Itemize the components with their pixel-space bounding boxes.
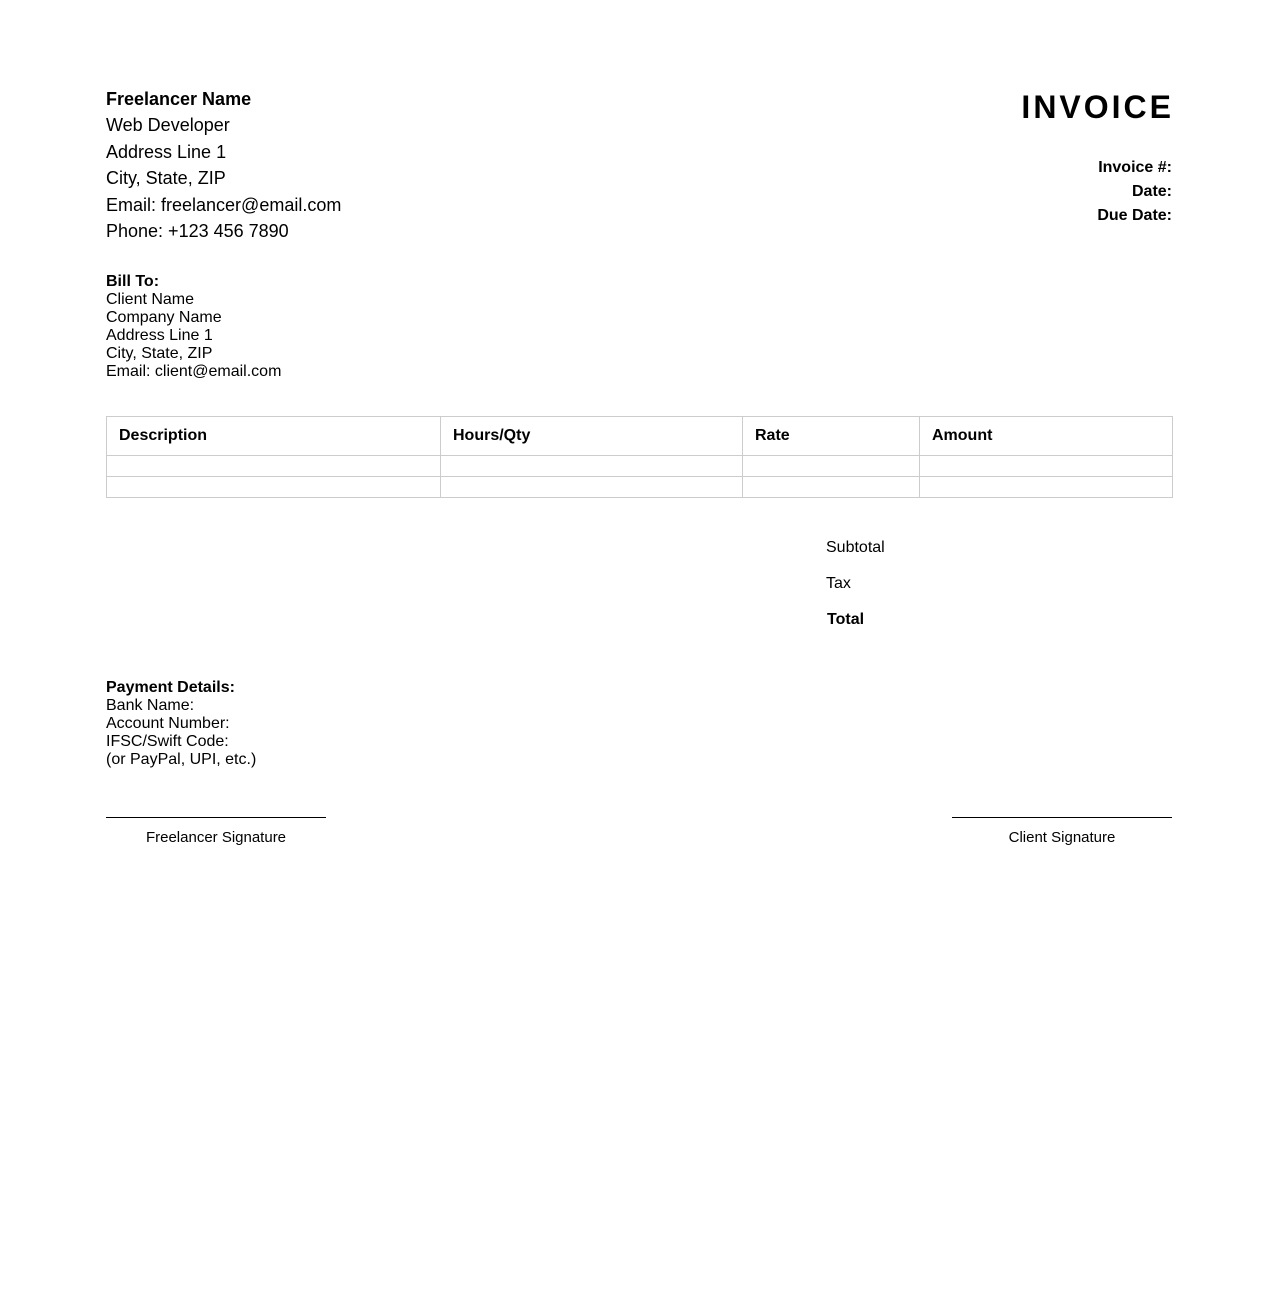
payment-heading: Payment Details:	[106, 679, 235, 696]
client-city-state-zip: City, State, ZIP	[106, 345, 213, 362]
freelancer-signature-label: Freelancer Signature	[145, 829, 287, 846]
ifsc-swift-label: IFSC/Swift Code:	[106, 733, 229, 750]
invoice-header	[772, 86, 1172, 228]
cell-rate[interactable]	[743, 456, 920, 477]
column-header-amount: Amount	[920, 417, 1173, 456]
freelancer-title: Web Developer	[106, 115, 230, 136]
total-label: Total	[827, 611, 865, 628]
cell-description[interactable]	[107, 477, 441, 498]
invoice-date-label: Date:	[1131, 183, 1172, 200]
cell-description[interactable]	[107, 456, 441, 477]
column-header-rate: Rate	[743, 417, 920, 456]
bill-to-heading: Bill To:	[106, 273, 160, 290]
line-items-table	[106, 416, 1173, 498]
client-signature-label: Client Signature	[1008, 829, 1116, 846]
client-email: Email: client@email.com	[106, 363, 282, 380]
totals-section	[826, 538, 1172, 646]
client-signature	[952, 817, 1172, 847]
subtotal-label: Subtotal	[826, 539, 885, 556]
invoice-due-date-label: Due Date:	[1097, 207, 1172, 224]
table-header-row	[107, 417, 1173, 456]
table-row	[107, 477, 1173, 498]
bill-to-section	[106, 273, 506, 381]
payment-details	[106, 679, 506, 769]
table-row	[107, 456, 1173, 477]
freelancer-signature	[106, 817, 326, 847]
cell-amount[interactable]	[920, 456, 1173, 477]
payment-alternatives: (or PayPal, UPI, etc.)	[106, 751, 257, 768]
cell-rate[interactable]	[743, 477, 920, 498]
column-header-hours-qty: Hours/Qty	[441, 417, 743, 456]
tax-label: Tax	[826, 575, 851, 592]
column-header-description: Description	[107, 417, 441, 456]
freelancer-city-state-zip: City, State, ZIP	[106, 168, 226, 189]
client-address: Address Line 1	[106, 327, 213, 344]
invoice-title: INVOICE	[1021, 89, 1174, 125]
freelancer-address: Address Line 1	[106, 141, 227, 162]
account-number-label: Account Number:	[106, 715, 230, 732]
cell-amount[interactable]	[920, 477, 1173, 498]
freelancer-email: Email: freelancer@email.com	[106, 194, 342, 215]
bank-name-label: Bank Name:	[106, 697, 195, 714]
freelancer-name: Freelancer Name	[106, 89, 252, 109]
invoice-meta	[772, 156, 1172, 228]
invoice-number-label: Invoice #:	[1098, 159, 1172, 176]
freelancer-phone: Phone: +123 456 7890	[106, 221, 289, 242]
client-company: Company Name	[106, 309, 222, 326]
cell-hours-qty[interactable]	[441, 456, 743, 477]
signature-line	[952, 817, 1172, 818]
signature-line	[106, 817, 326, 818]
freelancer-info	[106, 86, 506, 244]
client-name: Client Name	[106, 291, 195, 308]
cell-hours-qty[interactable]	[441, 477, 743, 498]
